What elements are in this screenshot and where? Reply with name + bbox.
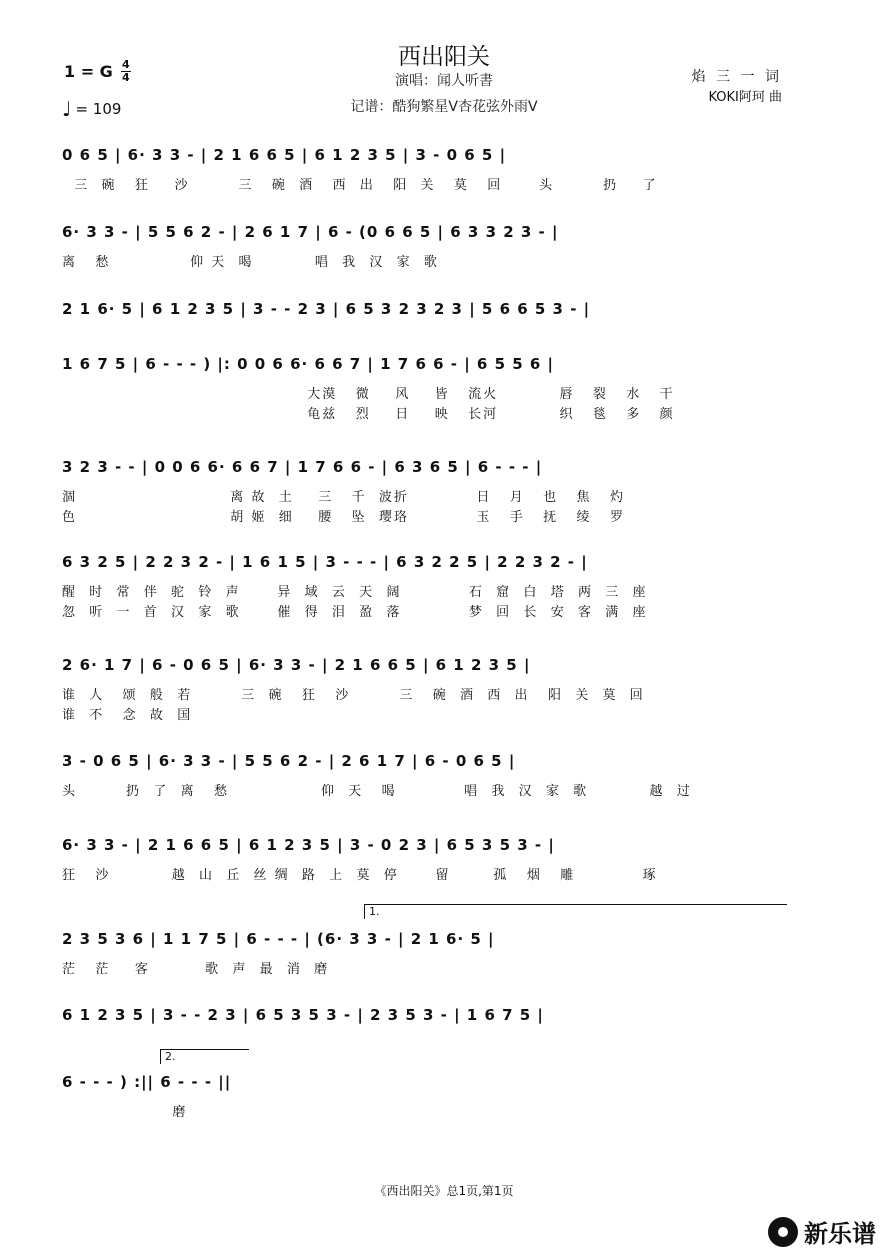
notes-line: 6 - - - ) :|| 6 - - - || [62, 1073, 232, 1091]
notes-line: 3 - 0 6 5 | 6· 3 3 - | 5 5 6 2 - | 2 6 1 7 | 6 - 0 6 5 | [62, 752, 516, 770]
lyric-line: 色 胡 姬 细 腰 坠 璎珞 玉 手 抚 绫 罗 [62, 510, 625, 525]
notes-line: 6· 3 3 - | 5 5 6 2 - | 2 6 1 7 | 6 - (0 6 6 5 | 6 3 3 2 3 - | [62, 223, 559, 241]
transcriber-credit: 记谱：酷狗繁星V杏花弦外雨V [350, 99, 538, 115]
notes-line: 2 6· 1 7 | 6 - 0 6 5 | 6· 3 3 - | 2 1 6 6 5 | 6 1 2 3 5 | [62, 656, 531, 674]
volta-first [364, 904, 787, 919]
volta-second-label: 2. [165, 1050, 176, 1063]
page-footer: 《西出阳关》总1页,第1页 [374, 1184, 514, 1198]
volta-first-label: 1. [369, 905, 380, 918]
logo-text: 新乐谱 [804, 1220, 876, 1248]
composer-credit: KOKI阿珂 曲 [708, 90, 782, 105]
time-bottom: 4 [121, 71, 130, 84]
lyric-line: 狂 沙 越 山 丘 丝 绸 路 上 莫 停 留 孤 烟 雕 琢 [62, 868, 658, 883]
lyric-line: 三 碗 狂 沙 三 碗 酒 西 出 阳 关 莫 回 头 扔 了 [62, 178, 658, 193]
site-logo [768, 1214, 876, 1249]
notes-line: 3 2 3 - - | 0 0 6 6· 6 6 7 | 1 7 6 6 - | 6 3 6 5 | 6 - - - | [62, 458, 543, 476]
key-label: 1 = G [64, 62, 113, 81]
notes-line: 6 3 2 5 | 2 2 3 2 - | 1 6 1 5 | 3 - - - | 6 3 2 2 5 | 2 2 3 2 - | [62, 553, 588, 571]
lyric-line: 谁 不 念 故 国 [62, 708, 193, 723]
volta-second [160, 1049, 249, 1064]
lyric-line: 头 扔 了 离 愁 仰 天 喝 唱 我 汉 家 歌 越 过 [62, 784, 692, 799]
tempo-value: = 109 [75, 100, 122, 118]
lyric-line: 忽 听 一 首 汉 家 歌 催 得 泪 盈 落 梦 回 长 安 客 满 座 [62, 605, 648, 620]
singer-credit: 演唱：闻人听書 [395, 73, 493, 89]
record-disc-icon [768, 1217, 798, 1247]
lyricist-credit: 焰 三 一 词 [691, 69, 782, 85]
notes-line: 0 6 5 | 6· 3 3 - | 2 1 6 6 5 | 6 1 2 3 5 | 3 - 0 6 5 | [62, 146, 507, 164]
lyric-line: 磨 [62, 1105, 188, 1120]
time-signature [121, 60, 131, 83]
notes-line: 2 3 5 3 6 | 1 1 7 5 | 6 - - - | (6· 3 3 - | 2 1 6· 5 | [62, 930, 495, 948]
song-title: 西出阳关 [398, 44, 490, 70]
notes-line: 2 1 6· 5 | 6 1 2 3 5 | 3 - - 2 3 | 6 5 3 2 3 2 3 | 5 6 6 5 3 - | [62, 300, 591, 318]
lyric-line: 涸 离 故 土 三 千 波折 日 月 也 焦 灼 [62, 490, 625, 505]
lyric-line: 谁 人 颂 般 若 三 碗 狂 沙 三 碗 酒 西 出 阳 关 莫 回 [62, 688, 645, 703]
notes-line: 6 1 2 3 5 | 3 - - 2 3 | 6 5 3 5 3 - | 2 3 5 3 - | 1 6 7 5 | [62, 1006, 544, 1024]
lyric-line: 醒 时 常 伴 驼 铃 声 异 域 云 天 阔 石 窟 白 塔 两 三 座 [62, 585, 648, 600]
lyric-line: 大漠 微 风 皆 流火 唇 裂 水 干 [62, 387, 675, 402]
notes-line: 6· 3 3 - | 2 1 6 6 5 | 6 1 2 3 5 | 3 - 0 2 3 | 6 5 3 5 3 - | [62, 836, 555, 854]
tempo-marking [62, 97, 122, 121]
notes-line: 1 6 7 5 | 6 - - - ) |: 0 0 6 6· 6 6 7 | 1 7 6 6 - | 6 5 5 6 | [62, 355, 555, 373]
lyric-line: 离 愁 仰 天 喝 唱 我 汉 家 歌 [62, 255, 439, 270]
time-top: 4 [121, 58, 130, 71]
lyric-line: 茫 茫 客 歌 声 最 消 磨 [62, 962, 330, 977]
quarter-note-icon: ♩ [62, 97, 72, 121]
lyric-line: 龟兹 烈 日 映 长河 织 毯 多 颜 [62, 407, 675, 422]
key-signature [64, 60, 131, 83]
